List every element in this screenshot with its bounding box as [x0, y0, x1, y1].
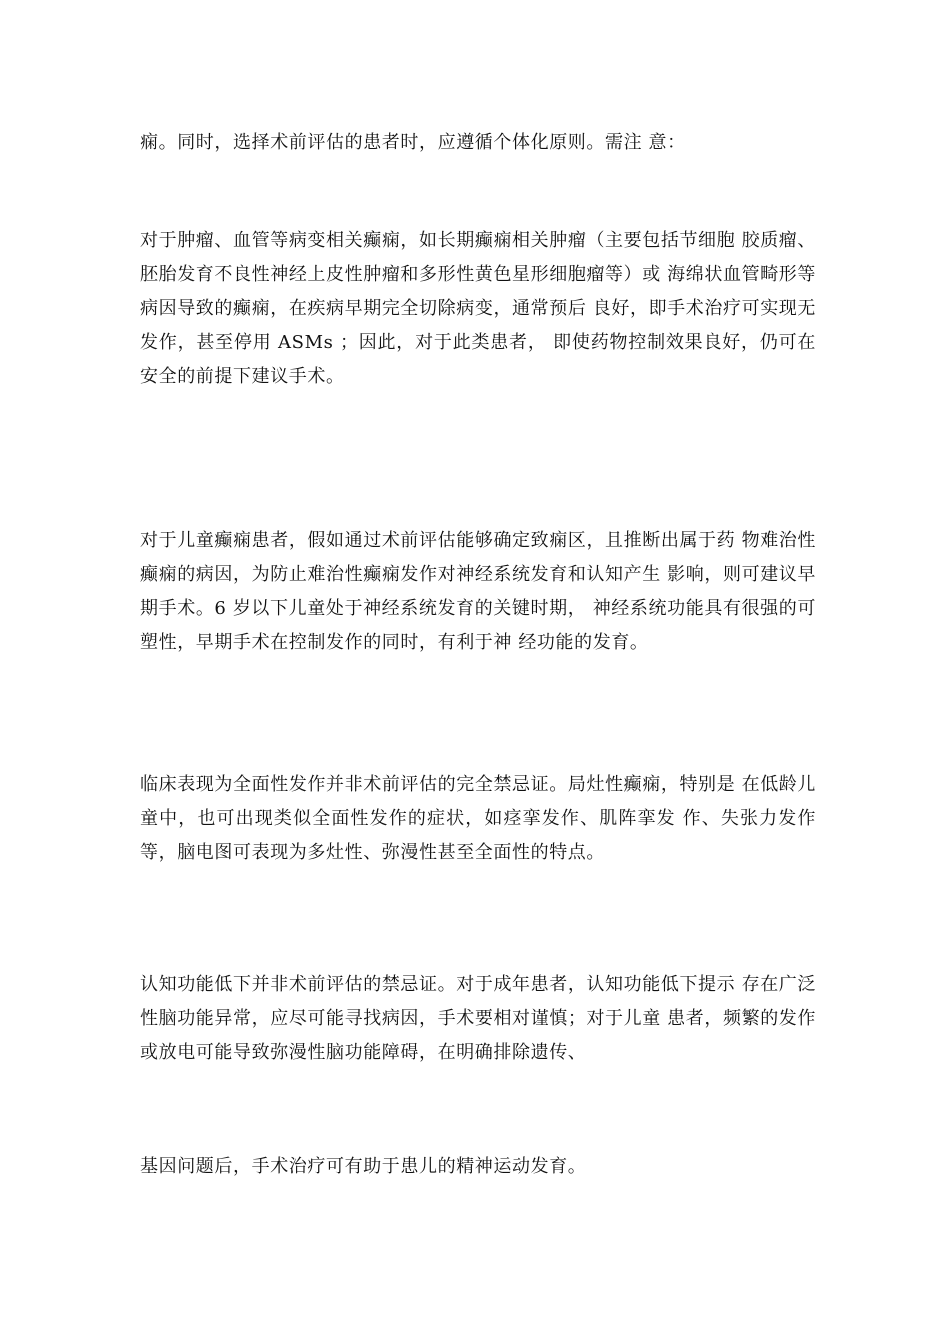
paragraph-individualized-principle: 痫。同时，选择术前评估的患者时，应遵循个体化原则。需注 意：	[140, 132, 686, 153]
paragraph-tumor-vascular-epilepsy: 对于肿瘤、血管等病变相关癫痫，如长期癫痫相关肿瘤（主要包括节细胞 胶质瘤、胚胎发育不良性神经上皮性肿瘤和多形性黄色星形细胞瘤等）或 海绵状血管畸形等病因导致的癫痫，在疾病早期完全切除病变，通常预后 良好，即手术治疗可实现无发作，甚至停用 ASMs ；因此，对于此类患者， 即使药物控制效果良好，仍可在安全的前提下建议手术。	[140, 230, 816, 387]
paragraph-cognitive-impairment: 认知功能低下并非术前评估的禁忌证。对于成年患者，认知功能低下提示 存在广泛性脑功能异常，应尽可能寻找病因，手术要相对谨慎；对于儿童 患者，频繁的发作或放电可能导致弥漫性脑功能障碍，在明确排除遗传、	[140, 974, 816, 1063]
paragraph-pediatric-epilepsy: 对于儿童癫痫患者，假如通过术前评估能够确定致痫区，且推断出属于药 物难治性癫痫的病因，为防止难治性癫痫发作对神经系统发育和认知产生 影响，则可建议早期手术。6 岁以下儿童处于神经系统发育的关键时期， 神经系统功能具有很强的可塑性，早期手术在控制发作的同时，有利于神 经功能的发育。	[140, 530, 816, 653]
paragraph-generalized-seizures: 临床表现为全面性发作并非术前评估的完全禁忌证。局灶性癫痫，特别是 在低龄儿童中，也可出现类似全面性发作的症状，如痉挛发作、肌阵挛发 作、失张力发作等，脑电图可表现为多灶性、弥漫性甚至全面性的特点。	[140, 774, 816, 863]
paragraph-genetic-issues: 基因问题后，手术治疗可有助于患儿的精神运动发育。	[140, 1156, 587, 1177]
